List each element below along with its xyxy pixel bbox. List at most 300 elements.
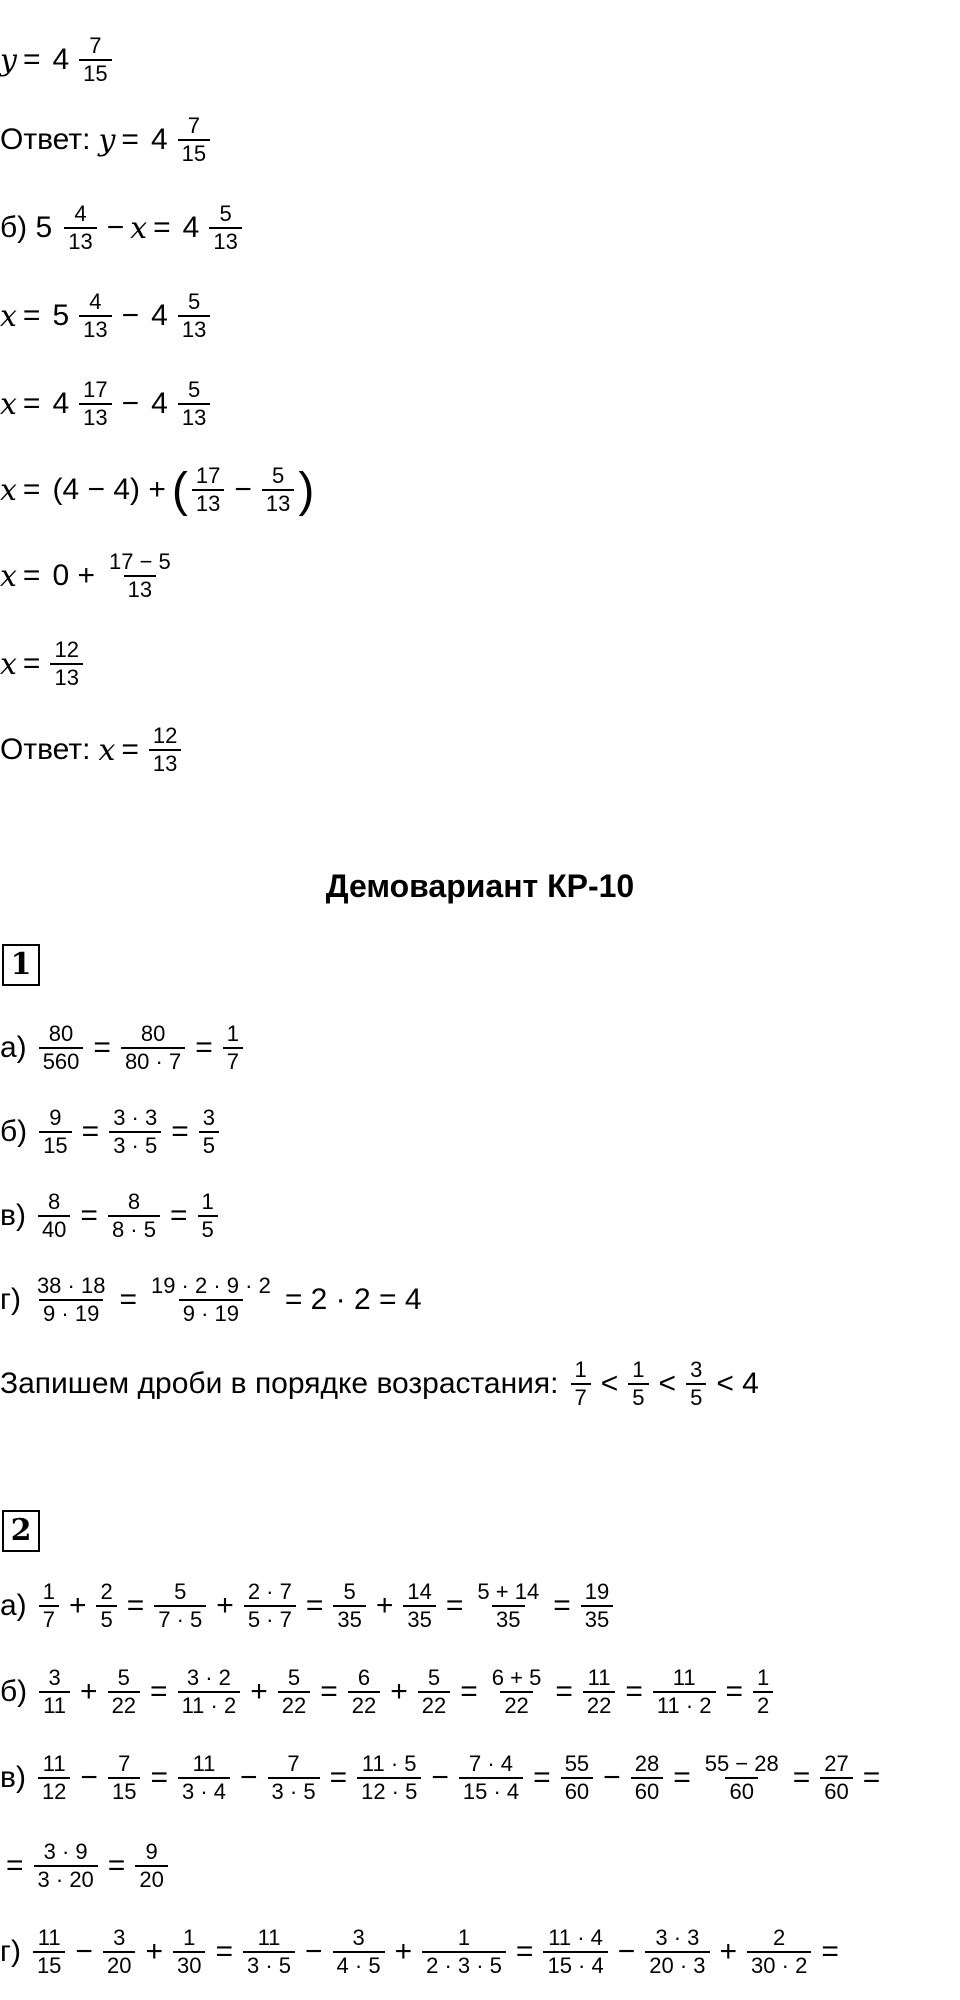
math-text: 4 (150, 123, 168, 156)
math-line (0, 624, 87, 704)
math-text: = (460, 1675, 478, 1708)
fraction-denominator: 35 (581, 1605, 613, 1633)
fraction (147, 1273, 275, 1328)
fraction-denominator: 560 (39, 1047, 84, 1075)
fraction (583, 1665, 615, 1720)
math-text: + (216, 1589, 234, 1622)
fraction (178, 113, 210, 168)
fraction (628, 1357, 648, 1412)
fraction (418, 1665, 450, 1720)
fraction (39, 1105, 71, 1160)
fraction (135, 1839, 167, 1894)
fraction (348, 1665, 380, 1720)
fraction (747, 1925, 811, 1980)
fraction (149, 723, 181, 778)
fraction-denominator: 22 (348, 1691, 380, 1719)
math-text: = (119, 1283, 137, 1316)
math-text: = (862, 1761, 881, 1794)
fraction-denominator: 15 · 4 (543, 1951, 607, 1979)
line-prefix: а) (0, 1589, 27, 1622)
fraction (39, 1021, 84, 1076)
fraction-denominator: 2 · 3 · 5 (422, 1951, 506, 1979)
fraction (473, 1579, 543, 1634)
fraction-numerator: 11 (42, 1750, 66, 1776)
line-prefix: г) (0, 1935, 21, 1968)
fraction-denominator: 20 · 3 (645, 1951, 709, 1979)
fraction-denominator: 13 (149, 749, 181, 777)
variable: x (0, 386, 17, 422)
math-text: < 4 (716, 1367, 759, 1400)
fraction-numerator: 4 (89, 288, 102, 314)
fraction (701, 1751, 783, 1806)
fraction (39, 1579, 59, 1634)
line-prefix: Ответ: (0, 733, 91, 766)
math-line (0, 276, 214, 356)
fraction-numerator: 11 (672, 1664, 696, 1690)
fraction-numerator: 11 (257, 1924, 281, 1950)
variable: x (0, 558, 17, 594)
fraction (357, 1751, 421, 1806)
fraction (459, 1751, 523, 1806)
fraction-numerator: 4 (74, 200, 87, 226)
fraction-numerator: 7 (89, 32, 102, 58)
fraction (543, 1925, 607, 1980)
fraction-denominator: 11 (39, 1691, 70, 1719)
math-line (0, 1652, 777, 1732)
fraction-numerator: 5 (117, 1664, 130, 1690)
fraction-numerator: 3 (352, 1924, 365, 1950)
fraction (645, 1925, 709, 1980)
fraction-numerator: 11 (192, 1750, 216, 1776)
fraction-denominator: 60 (725, 1777, 757, 1805)
math-text: − (603, 1761, 621, 1794)
fraction (33, 1925, 65, 1980)
math-text: < (658, 1367, 677, 1400)
fraction (34, 1839, 98, 1894)
fraction-denominator: 22 (583, 1691, 615, 1719)
fraction (403, 1579, 435, 1634)
fraction (422, 1925, 506, 1980)
line-prefix: г) (0, 1283, 21, 1316)
fraction (198, 1189, 218, 1244)
math-text: = (725, 1675, 744, 1708)
math-text: = (93, 1031, 111, 1064)
math-line (0, 1826, 172, 1906)
fraction-denominator: 12 (38, 1777, 70, 1805)
math-text: − (121, 299, 140, 332)
math-text: = (169, 1199, 188, 1232)
fraction-numerator: 5 + 14 (477, 1578, 540, 1604)
fraction (333, 1925, 385, 1980)
fraction-numerator: 9 (145, 1838, 158, 1864)
fraction (39, 1665, 70, 1720)
math-text: < (600, 1367, 619, 1400)
math-text: = (22, 387, 41, 420)
math-line (0, 20, 116, 100)
math-text: = (329, 1761, 348, 1794)
fraction (268, 1751, 320, 1806)
math-line (0, 536, 179, 616)
fraction-denominator: 3 · 5 (109, 1131, 161, 1159)
variable: x (0, 298, 17, 334)
fraction (109, 1105, 161, 1160)
math-text: = (81, 1115, 100, 1148)
fraction-numerator: 55 (564, 1750, 590, 1776)
fraction-numerator: 5 (187, 376, 201, 402)
fraction-denominator: 8 · 5 (108, 1215, 160, 1243)
variable: x (0, 472, 17, 508)
math-text: 4 (151, 387, 168, 420)
fraction-numerator: 14 (407, 1578, 432, 1604)
math-text: = (533, 1761, 551, 1794)
math-line (0, 1092, 223, 1172)
fraction-denominator: 5 (686, 1383, 706, 1411)
fraction-numerator: 1 (183, 1924, 196, 1950)
fraction (686, 1357, 706, 1412)
math-text: + (250, 1675, 268, 1708)
fraction (105, 549, 175, 604)
fraction-denominator: 13 (192, 489, 224, 517)
parenthesis: ) (298, 463, 315, 517)
fraction-numerator: 11 · 4 (548, 1924, 603, 1950)
fraction-denominator: 7 (39, 1605, 59, 1633)
math-text: = (22, 43, 41, 76)
math-text: + (68, 1589, 87, 1622)
variable: x (130, 210, 148, 246)
fraction-numerator: 11 (587, 1664, 611, 1690)
fraction-denominator: 13 (262, 489, 294, 517)
fraction-numerator: 1 (632, 1356, 645, 1382)
math-text: = (821, 1935, 839, 1968)
fraction (154, 1579, 206, 1634)
math-text: = (6, 1849, 24, 1882)
fraction (178, 289, 210, 344)
fraction (96, 1579, 116, 1634)
math-line (0, 1566, 617, 1646)
fraction-denominator: 15 (39, 1131, 71, 1159)
fraction-numerator: 6 + 5 (491, 1664, 542, 1690)
math-text: + (394, 1935, 413, 1968)
math-line (0, 364, 214, 444)
math-text: = (22, 473, 41, 506)
fraction-numerator: 1 (574, 1356, 587, 1382)
fraction-denominator: 20 (135, 1865, 167, 1893)
fraction-numerator: 2 · 7 (247, 1578, 292, 1604)
math-line (0, 1260, 428, 1340)
fraction-denominator: 22 (278, 1691, 310, 1719)
fraction-denominator: 13 (178, 315, 210, 343)
math-text: 4 (52, 387, 70, 420)
math-text: − (234, 473, 252, 506)
math-text: = (121, 733, 139, 766)
fraction-denominator: 11 · 2 (178, 1691, 241, 1719)
math-text: + (719, 1935, 738, 1968)
fraction-numerator: 3 · 3 (113, 1104, 158, 1130)
fraction-numerator: 7 (287, 1750, 300, 1776)
math-text: = (22, 299, 41, 332)
fraction-denominator: 9 · 19 (179, 1299, 243, 1327)
fraction-numerator: 80 (48, 1020, 74, 1046)
math-text: − (617, 1935, 636, 1968)
fraction-numerator: 3 (48, 1664, 61, 1690)
fraction-denominator: 15 (108, 1777, 140, 1805)
math-line (0, 1344, 765, 1424)
math-text: − (75, 1935, 93, 1968)
fraction-numerator: 7 (187, 112, 200, 138)
math-text: = (792, 1761, 811, 1794)
task-number-badge: 2 (2, 1510, 40, 1552)
fraction-denominator: 15 (79, 59, 111, 87)
fraction-numerator: 5 (343, 1578, 356, 1604)
math-line (0, 100, 214, 180)
math-text: = (150, 1675, 168, 1708)
fraction (199, 1105, 219, 1160)
math-text: 4 (151, 299, 168, 332)
math-line (0, 450, 314, 530)
math-text: − (80, 1761, 98, 1794)
math-text: = (22, 559, 41, 592)
math-line (0, 710, 185, 790)
fraction-numerator: 1 (757, 1664, 770, 1690)
fraction (103, 1925, 135, 1980)
math-text: = 2 · 2 = 4 (284, 1283, 422, 1316)
task-number-badge: 1 (2, 944, 40, 986)
fraction-denominator: 30 · 2 (747, 1951, 811, 1979)
fraction (50, 637, 82, 692)
fraction-numerator: 80 (140, 1020, 166, 1046)
line-prefix: в) (0, 1761, 26, 1794)
fraction-denominator: 5 (199, 1131, 219, 1159)
math-text: 4 (52, 43, 70, 76)
fraction-numerator: 27 (824, 1750, 849, 1776)
fraction-numerator: 12 (54, 636, 79, 662)
fraction (178, 377, 210, 432)
math-text: + (145, 1935, 163, 1968)
fraction-denominator: 12 · 5 (357, 1777, 421, 1805)
math-line (0, 1738, 886, 1818)
fraction-denominator: 3 · 20 (34, 1865, 98, 1893)
fraction-numerator: 11 (37, 1924, 61, 1950)
fraction-denominator: 13 (50, 663, 82, 691)
fraction-denominator: 2 (753, 1691, 773, 1719)
math-text: = (625, 1675, 643, 1708)
fraction-denominator: 35 (403, 1605, 435, 1633)
math-text: = (445, 1589, 464, 1622)
fraction-numerator: 3 · 9 (43, 1838, 88, 1864)
math-text: = (80, 1199, 98, 1232)
fraction (178, 1751, 230, 1806)
fraction (209, 201, 241, 256)
math-text: = (195, 1031, 213, 1064)
math-text: = (171, 1115, 189, 1148)
line-prefix: Запишем дроби в порядке возрастания: (0, 1367, 559, 1400)
fraction (333, 1579, 365, 1634)
math-text: = (555, 1675, 573, 1708)
fraction (108, 1189, 160, 1244)
fraction-denominator: 9 · 19 (39, 1299, 103, 1327)
fraction-numerator: 12 (152, 722, 178, 748)
math-text: = (553, 1589, 571, 1622)
fraction-denominator: 35 (492, 1605, 524, 1633)
fraction-numerator: 17 − 5 (109, 548, 171, 574)
fraction-numerator: 8 (48, 1188, 61, 1214)
fraction-denominator: 20 (103, 1951, 135, 1979)
fraction (262, 463, 294, 518)
math-text: − (305, 1935, 323, 1968)
fraction-numerator: 2 (100, 1578, 113, 1604)
fraction-denominator: 22 (500, 1691, 532, 1719)
section-title: Демовариант КР-10 (325, 868, 635, 904)
fraction-numerator: 5 (219, 200, 232, 226)
math-text: = (126, 1589, 145, 1622)
fraction (278, 1665, 310, 1720)
fraction-denominator: 11 · 2 (653, 1691, 716, 1719)
math-text: 0 + (52, 559, 95, 592)
fraction-numerator: 3 (690, 1356, 703, 1382)
fraction-numerator: 1 (457, 1924, 471, 1950)
math-text: = (107, 1849, 126, 1882)
fraction-numerator: 2 (773, 1924, 786, 1950)
math-text: − (431, 1761, 449, 1794)
fraction-denominator: 22 (108, 1691, 140, 1719)
fraction-denominator: 3 · 5 (243, 1951, 295, 1979)
fraction (192, 463, 224, 518)
variable: y (98, 122, 116, 158)
fraction-numerator: 17 (195, 462, 221, 488)
fraction (561, 1751, 593, 1806)
fraction-numerator: 7 · 4 (469, 1750, 514, 1776)
fraction-denominator: 40 (38, 1215, 70, 1243)
variable: x (98, 732, 116, 768)
math-text: = (153, 211, 171, 244)
math-text: + (390, 1675, 408, 1708)
fraction (820, 1751, 852, 1806)
fraction-denominator: 13 (79, 315, 111, 343)
fraction-denominator: 5 (628, 1383, 648, 1411)
fraction (243, 1925, 295, 1980)
fraction-denominator: 3 · 5 (268, 1777, 320, 1805)
fraction-numerator: 3 (113, 1924, 126, 1950)
fraction-denominator: 35 (333, 1605, 365, 1633)
fraction (178, 1665, 241, 1720)
fraction-numerator: 7 (118, 1750, 131, 1776)
fraction-denominator: 7 (223, 1047, 243, 1075)
fraction (64, 201, 96, 256)
math-text: = (673, 1761, 691, 1794)
fraction (33, 1273, 110, 1328)
math-line (0, 1176, 222, 1256)
fraction-denominator: 30 (173, 1951, 205, 1979)
fraction-numerator: 1 (201, 1188, 214, 1214)
fraction-denominator: 22 (418, 1691, 450, 1719)
line-prefix: а) (0, 1031, 27, 1064)
math-text: = (515, 1935, 534, 1968)
variable: y (0, 42, 17, 78)
fraction-denominator: 13 (64, 227, 96, 255)
math-text: 5 (52, 299, 70, 332)
fraction (121, 1021, 185, 1076)
fraction-numerator: 3 · 3 (655, 1924, 700, 1950)
math-text: + (375, 1589, 394, 1622)
fraction-denominator: 7 (571, 1383, 591, 1411)
math-line (0, 1912, 845, 1992)
variable: x (0, 646, 17, 682)
fraction (79, 289, 111, 344)
fraction-numerator: 3 (202, 1104, 216, 1130)
fraction-numerator: 5 (174, 1578, 187, 1604)
math-text: + (80, 1675, 98, 1708)
math-line (0, 1008, 247, 1088)
fraction-denominator: 60 (561, 1777, 593, 1805)
math-line (0, 188, 246, 268)
fraction (108, 1751, 140, 1806)
fraction-numerator: 38 · 18 (36, 1272, 106, 1298)
fraction-numerator: 1 (226, 1020, 239, 1046)
fraction-numerator: 5 (287, 1664, 301, 1690)
parenthesis: ( (171, 463, 188, 517)
fraction-numerator: 19 · 2 · 9 · 2 (150, 1272, 271, 1298)
fraction-numerator: 55 − 28 (704, 1750, 779, 1776)
fraction-denominator: 13 (79, 403, 111, 431)
fraction (631, 1751, 663, 1806)
math-text: = (22, 647, 41, 680)
fraction (79, 377, 111, 432)
math-text: − (106, 211, 125, 244)
fraction-denominator: 15 · 4 (459, 1777, 523, 1805)
fraction (38, 1751, 70, 1806)
fraction-denominator: 60 (820, 1777, 852, 1805)
fraction-denominator: 60 (631, 1777, 663, 1805)
math-text: = (121, 123, 139, 156)
fraction (653, 1665, 716, 1720)
math-text: − (121, 387, 140, 420)
fraction-denominator: 5 · 7 (244, 1605, 296, 1633)
math-text: (4 − 4) + (52, 473, 166, 506)
line-prefix: б) (0, 1675, 28, 1708)
fraction (571, 1357, 591, 1412)
fraction-numerator: 8 (127, 1188, 141, 1214)
fraction-numerator: 11 · 5 (361, 1750, 417, 1776)
math-text: 4 (182, 211, 200, 244)
fraction-numerator: 6 (357, 1664, 371, 1690)
fraction-denominator: 5 (198, 1215, 218, 1243)
fraction-numerator: 9 (49, 1104, 62, 1130)
math-text: − (240, 1761, 258, 1794)
fraction-denominator: 7 · 5 (154, 1605, 206, 1633)
fraction-numerator: 17 (83, 376, 108, 402)
fraction-numerator: 1 (42, 1578, 55, 1604)
fraction-numerator: 5 (187, 288, 201, 314)
fraction-numerator: 3 · 2 (186, 1664, 231, 1690)
fraction-numerator: 28 (634, 1750, 660, 1776)
fraction (38, 1189, 70, 1244)
line-prefix: Ответ: (0, 123, 91, 156)
line-prefix: б) 5 (0, 211, 53, 244)
fraction-denominator: 4 · 5 (333, 1951, 385, 1979)
fraction (79, 33, 111, 88)
fraction-denominator: 3 · 4 (178, 1777, 230, 1805)
fraction (223, 1021, 243, 1076)
fraction-numerator: 5 (427, 1664, 441, 1690)
fraction-numerator: 19 (584, 1578, 610, 1604)
line-prefix: в) (0, 1199, 26, 1232)
fraction-denominator: 15 (33, 1951, 65, 1979)
math-text: = (305, 1589, 324, 1622)
fraction-denominator: 5 (96, 1605, 116, 1633)
line-prefix: б) (0, 1115, 28, 1148)
math-text: = (150, 1761, 168, 1794)
fraction-denominator: 13 (124, 575, 156, 603)
